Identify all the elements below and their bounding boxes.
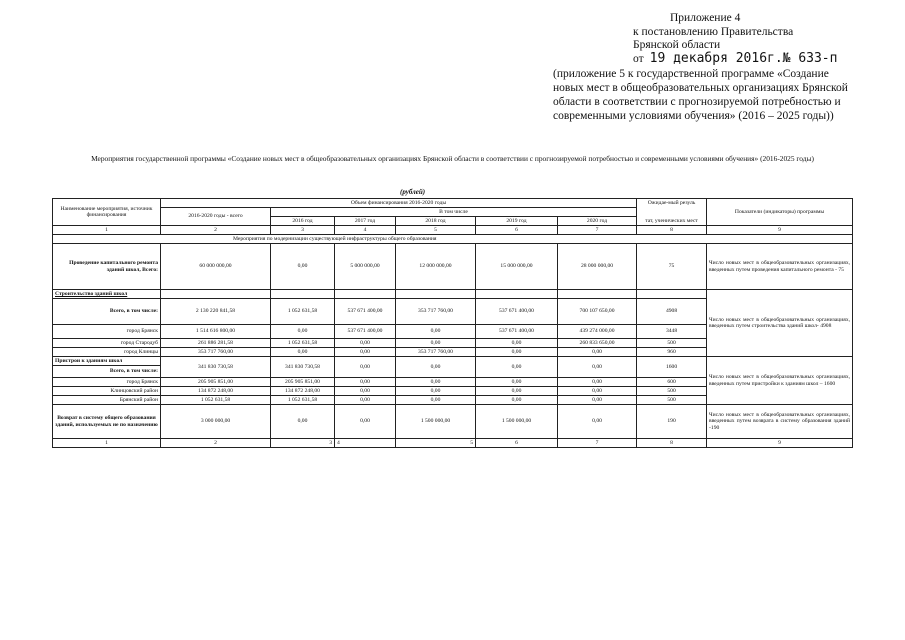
cell-2020: 0,00 bbox=[558, 387, 637, 396]
cell-2019: 0,00 bbox=[476, 339, 558, 348]
cell-2017: 5 000 000,00 bbox=[335, 244, 396, 290]
header-year-2019: 2019 год bbox=[476, 217, 558, 226]
date-label: от bbox=[633, 53, 644, 65]
cell-2016: 1 052 631,58 bbox=[271, 339, 335, 348]
currency-unit: (рублей) bbox=[400, 188, 426, 196]
cell-2016: 341 830 730,58 bbox=[271, 357, 335, 378]
section-title: Мероприятия по модернизации существующей инфраструктуры общего образования bbox=[53, 235, 853, 244]
cell-2017: 537 671 400,00 bbox=[335, 325, 396, 339]
cell-2019: 0,00 bbox=[476, 348, 558, 357]
header-year-2016: 2016 год bbox=[271, 217, 335, 226]
column-number: 6 bbox=[476, 439, 558, 448]
column-number: 1 bbox=[53, 439, 161, 448]
cell-2017: 0,00 bbox=[335, 348, 396, 357]
cell-2020: 0,00 bbox=[558, 378, 637, 387]
cell-expected: 960 bbox=[637, 348, 707, 357]
resolution-ref: к постановлению Правительства bbox=[633, 26, 794, 38]
column-number: 8 bbox=[637, 226, 707, 235]
date-value: 19 декабря 2016г.№ 633-п bbox=[649, 51, 838, 66]
column-number: 4 bbox=[335, 439, 396, 448]
cell-2016: 0,00 bbox=[271, 405, 335, 439]
annex-indicator: Число новых мест в общеобразовательных организациях, введенных путем пристройки к зданиям школ – 1600 bbox=[707, 357, 853, 405]
cell-2019: 0,00 bbox=[476, 378, 558, 387]
document-header bbox=[0, 0, 905, 130]
column-number: 3 bbox=[271, 226, 335, 235]
cell-2020: 0,00 bbox=[558, 348, 637, 357]
program-measures-table bbox=[52, 198, 853, 448]
header-total: 2016-2020 годы - всего bbox=[161, 208, 271, 226]
row-name: Возврат в систему общего образования зданий, используемых не по назначению bbox=[53, 405, 161, 439]
program-ref-line2: новых мест в общеобразовательных организациях Брянской bbox=[553, 82, 848, 94]
build-indicator: Число новых мест в общеобразовательных организациях, введенных путем строительства зданий школ- 4908 bbox=[707, 290, 853, 357]
row-name: Всего, в том числе: bbox=[53, 299, 161, 325]
cell-2018: 353 717 760,00 bbox=[396, 348, 476, 357]
cell-2016: 1 052 631,58 bbox=[271, 396, 335, 405]
cell-2018: 1 500 000,00 bbox=[396, 405, 476, 439]
cell-2019: 0,00 bbox=[476, 396, 558, 405]
program-ref-line3: области в соответствии с прогнозируемой потребностью и bbox=[553, 96, 841, 108]
cell-2016: 205 905 851,00 bbox=[271, 378, 335, 387]
cell-2016: 134 872 248,00 bbox=[271, 387, 335, 396]
cell-total: 2 130 220 841,58 bbox=[161, 299, 271, 325]
cell-expected: 500 bbox=[637, 396, 707, 405]
cell-expected: 190 bbox=[637, 405, 707, 439]
resolution-date bbox=[633, 51, 837, 66]
subsection-row bbox=[53, 357, 853, 366]
cell-total: 205 905 851,00 bbox=[161, 378, 271, 387]
cell-2016: 0,00 bbox=[271, 325, 335, 339]
appendix-number: Приложение 4 bbox=[670, 12, 741, 24]
region-name: Брянской области bbox=[633, 39, 721, 51]
cell-2018: 0,00 bbox=[396, 357, 476, 378]
cell-2016: 0,00 bbox=[271, 244, 335, 290]
cell-total: 134 872 248,00 bbox=[161, 387, 271, 396]
column-number: 2 bbox=[161, 439, 271, 448]
cell-2020: 260 833 650,00 bbox=[558, 339, 637, 348]
header-including: В том числе bbox=[271, 208, 637, 217]
table-caption: Мероприятия государственной программы «Создание новых мест в общеобразовательных организациях Брянской области в соответствии с прогнозируемой потребностью и современными условиями обучения» (2016-2025 годы) bbox=[91, 154, 814, 163]
cell-2019: 537 671 400,00 bbox=[476, 325, 558, 339]
cell-2020: 700 107 650,00 bbox=[558, 299, 637, 325]
cell-2020: 0,00 bbox=[558, 405, 637, 439]
cell-2017: 0,00 bbox=[335, 396, 396, 405]
cell-expected: 75 bbox=[637, 244, 707, 290]
cell-2018: 0,00 bbox=[396, 325, 476, 339]
cell-2018: 0,00 bbox=[396, 378, 476, 387]
cell-2016: 1 052 631,58 bbox=[271, 299, 335, 325]
program-ref-line1: (приложение 5 к государственной программе «Создание bbox=[553, 68, 829, 80]
cell-total: 3 000 000,00 bbox=[161, 405, 271, 439]
cell-2018: 353 717 760,00 bbox=[396, 299, 476, 325]
cell-indicator: Число новых мест в общеобразовательных организациях, введенных путем проведения капитального ремонта - 75 bbox=[707, 244, 853, 290]
table-row bbox=[53, 244, 853, 290]
cell-expected: 1600 bbox=[637, 357, 707, 378]
column-number-row bbox=[53, 439, 853, 448]
cell-2017: 537 671 400,00 bbox=[335, 299, 396, 325]
subsection-row bbox=[53, 290, 853, 299]
column-number: 4 bbox=[335, 226, 396, 235]
cell-2020: 0,00 bbox=[558, 396, 637, 405]
cell-total: 60 000 000,00 bbox=[161, 244, 271, 290]
cell-2019: 0,00 bbox=[476, 357, 558, 378]
row-name: город Брянск bbox=[53, 325, 161, 339]
header-volume: Объем финансирования 2016-2020 годы bbox=[161, 199, 637, 208]
row-name: Всего, в том числе: bbox=[53, 366, 161, 378]
cell-total: 341 830 730,58 bbox=[161, 357, 271, 378]
table-row bbox=[53, 405, 853, 439]
header-name: Наименование мероприятия, источник финансирования bbox=[53, 199, 161, 226]
column-number: 3 bbox=[271, 439, 335, 448]
column-number: 9 bbox=[707, 439, 853, 448]
cell-indicator: Число новых мест в общеобразовательных организациях, введенных путем возврата в систему образования зданий -190 bbox=[707, 405, 853, 439]
subsection-title: Пристрои к зданиям школ bbox=[53, 357, 161, 366]
row-name: город Брянск bbox=[53, 378, 161, 387]
column-number-row bbox=[53, 226, 853, 235]
cell-2019: 537 671 400,00 bbox=[476, 299, 558, 325]
cell-2017: 0,00 bbox=[335, 339, 396, 348]
cell-expected: 600 bbox=[637, 378, 707, 387]
cell-expected: 4908 bbox=[637, 299, 707, 325]
header-indicators: Показатели (индикаторы) программы bbox=[707, 199, 853, 226]
header-expected-spacer bbox=[637, 208, 707, 217]
cell-2020: 0,00 bbox=[558, 357, 637, 378]
cell-2018: 0,00 bbox=[396, 396, 476, 405]
column-number: 9 bbox=[707, 226, 853, 235]
cell-total: 353 717 760,00 bbox=[161, 348, 271, 357]
cell-total: 261 886 281,58 bbox=[161, 339, 271, 348]
cell-2018: 0,00 bbox=[396, 387, 476, 396]
cell-expected: 3448 bbox=[637, 325, 707, 339]
column-number: 5 bbox=[396, 226, 476, 235]
column-number: 8 bbox=[637, 439, 707, 448]
column-number: 6 bbox=[476, 226, 558, 235]
cell-2019: 1 500 000,00 bbox=[476, 405, 558, 439]
row-name: Проведение капитального ремонта зданий школ, Всего: bbox=[53, 244, 161, 290]
row-name: Брянский район bbox=[53, 396, 161, 405]
header-expected-unit: тат, ученических мест bbox=[637, 217, 707, 226]
column-number: 5 bbox=[396, 439, 476, 448]
cell-2020: 28 000 000,00 bbox=[558, 244, 637, 290]
header-year-2018: 2018 год bbox=[396, 217, 476, 226]
header-expected: Ожидае-мый резуль bbox=[637, 199, 707, 208]
cell-2017: 0,00 bbox=[335, 387, 396, 396]
cell-2017: 0,00 bbox=[335, 405, 396, 439]
cell-2019: 15 000 000,00 bbox=[476, 244, 558, 290]
cell-expected: 500 bbox=[637, 339, 707, 348]
row-name: Клинцовский район bbox=[53, 387, 161, 396]
column-number: 1 bbox=[53, 226, 161, 235]
cell-total: 1 052 631,58 bbox=[161, 396, 271, 405]
cell-expected: 500 bbox=[637, 387, 707, 396]
cell-2019: 0,00 bbox=[476, 387, 558, 396]
cell-2020: 439 274 000,00 bbox=[558, 325, 637, 339]
subsection-title: Строительство зданий школ bbox=[53, 290, 161, 299]
cell-2017: 0,00 bbox=[335, 378, 396, 387]
row-name: город Клинцы bbox=[53, 348, 161, 357]
program-ref-line4: современными условиями обучения» (2016 – 2025 годы)) bbox=[553, 110, 834, 122]
row-name: город Стародуб bbox=[53, 339, 161, 348]
column-number: 7 bbox=[558, 439, 637, 448]
cell-2018: 0,00 bbox=[396, 339, 476, 348]
cell-2018: 12 000 000,00 bbox=[396, 244, 476, 290]
cell-2017: 0,00 bbox=[335, 357, 396, 378]
column-number: 7 bbox=[558, 226, 637, 235]
column-number: 2 bbox=[161, 226, 271, 235]
cell-total: 1 514 616 800,00 bbox=[161, 325, 271, 339]
header-year-2020: 2020 год bbox=[558, 217, 637, 226]
cell-2016: 0,00 bbox=[271, 348, 335, 357]
header-year-2017: 2017 год bbox=[335, 217, 396, 226]
